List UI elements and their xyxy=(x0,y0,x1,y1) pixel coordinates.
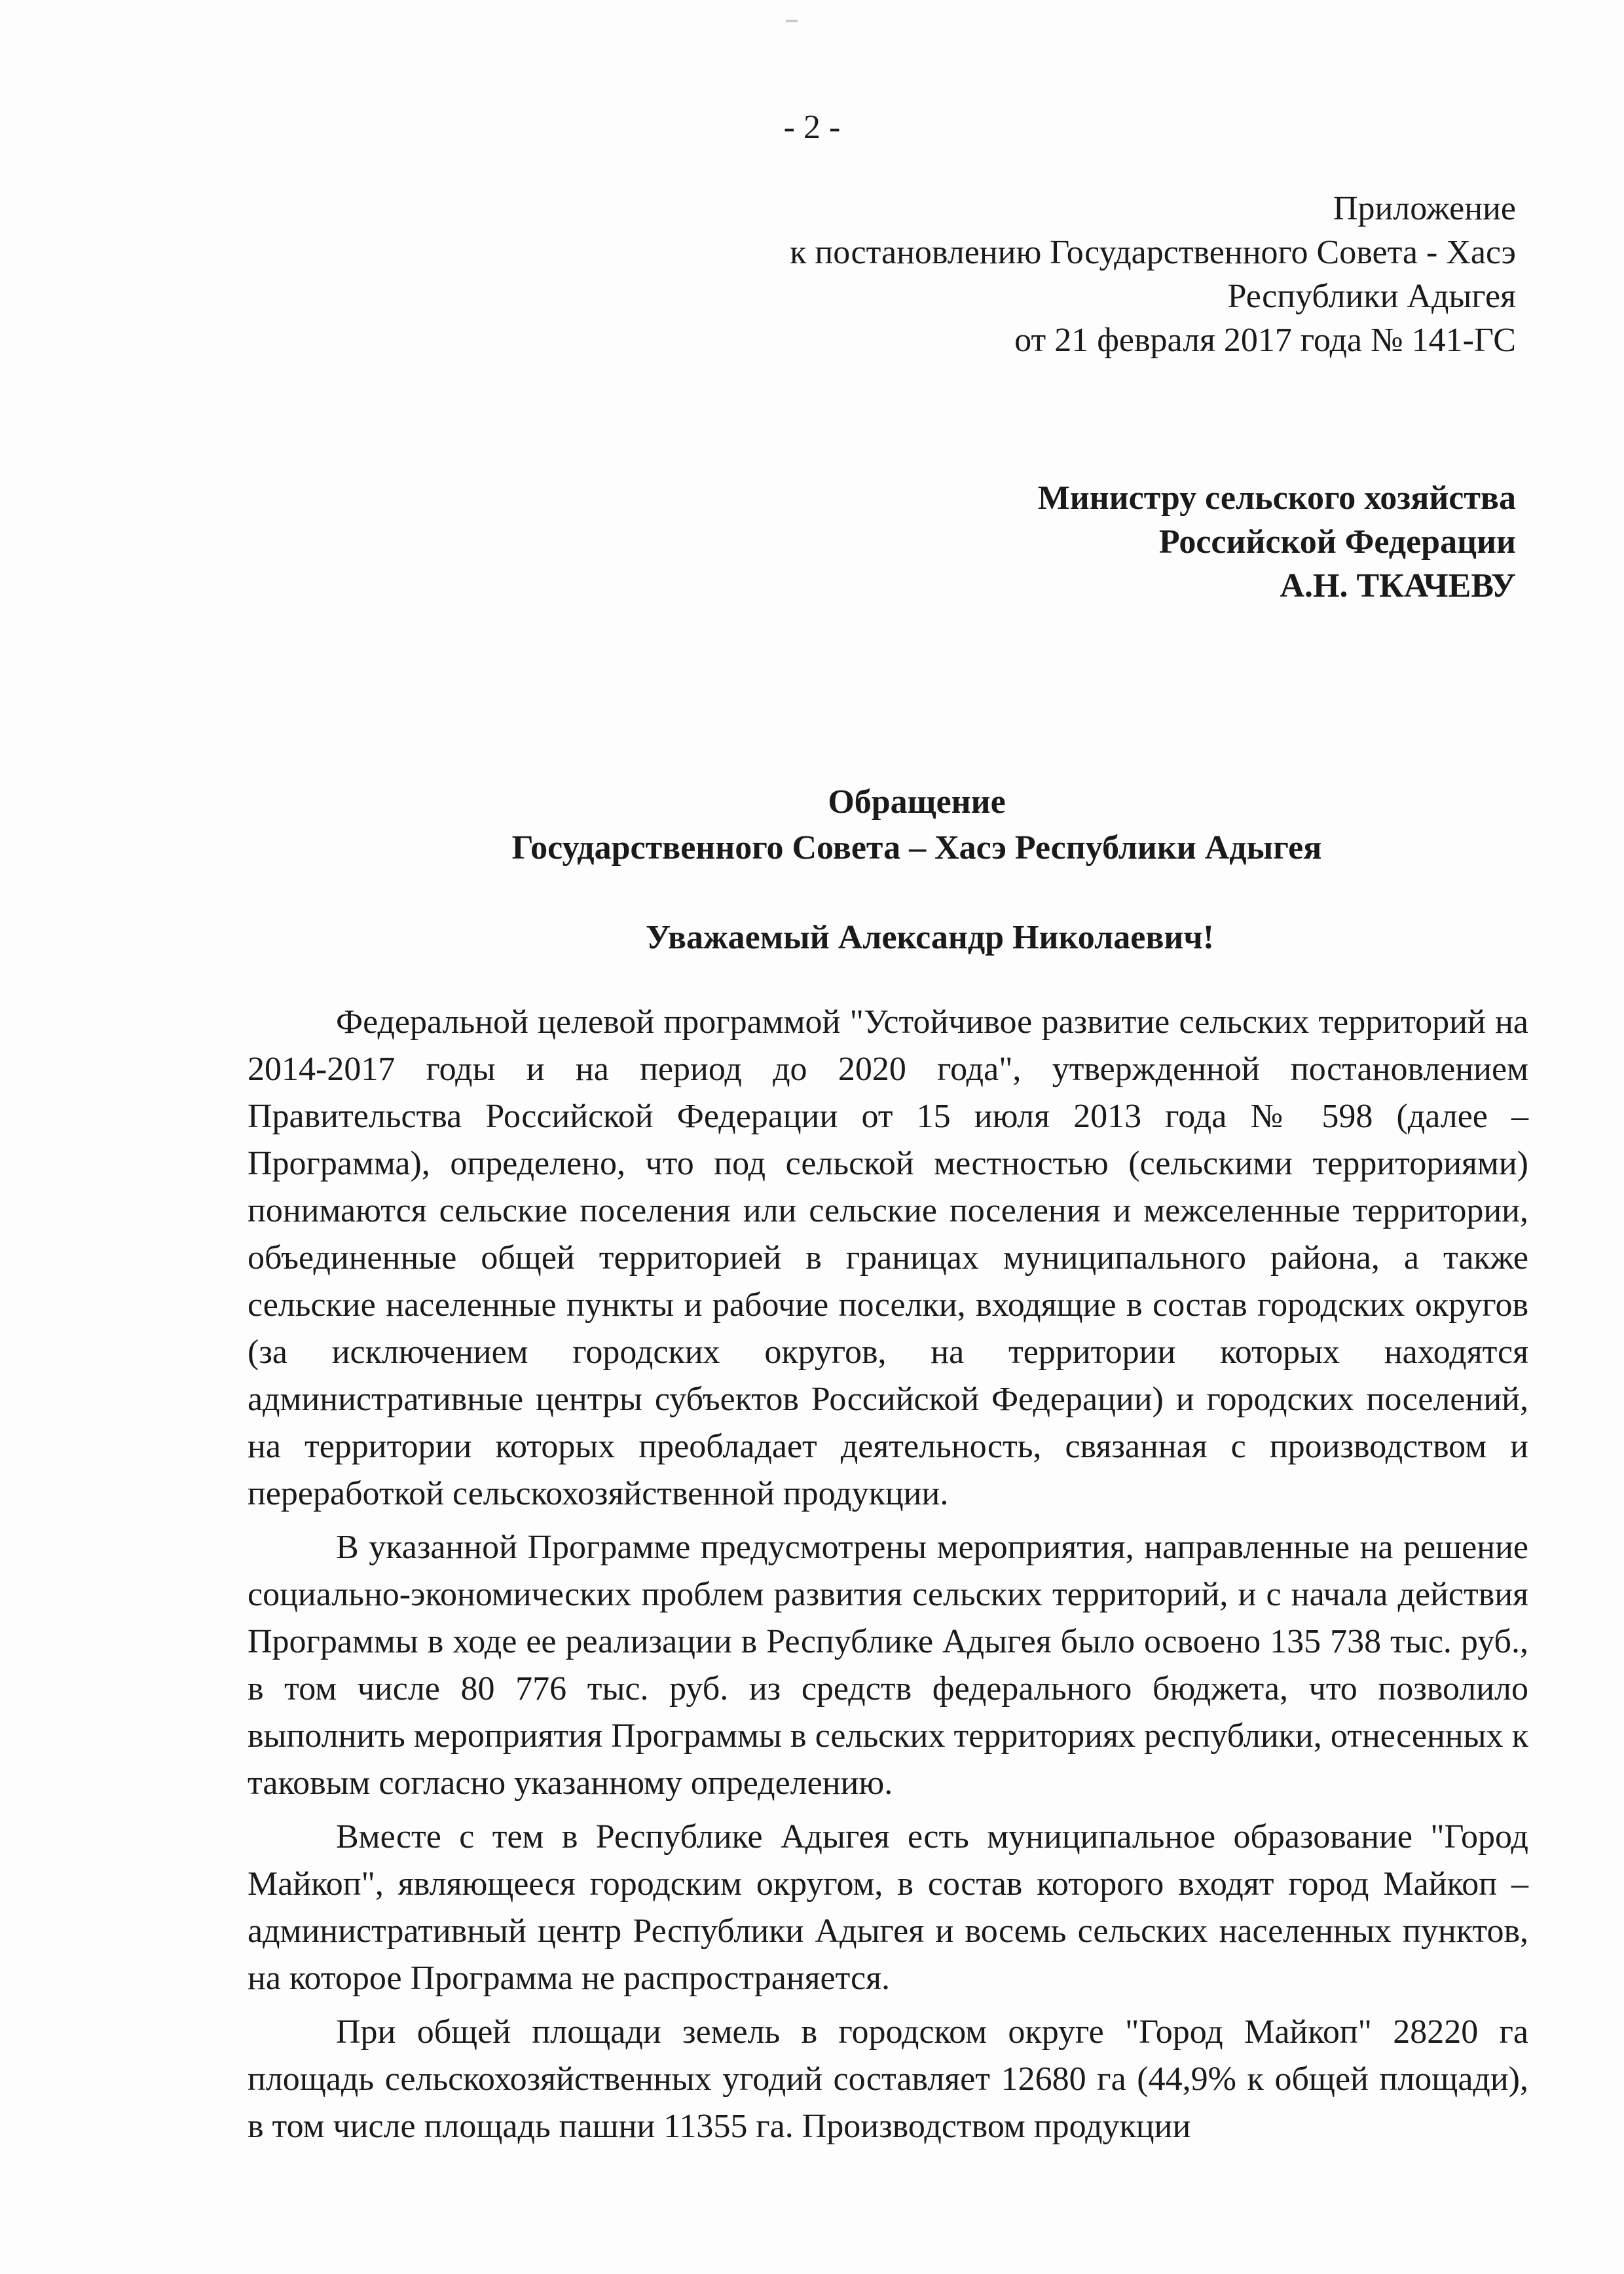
addressee-line: А.Н. ТКАЧЕВУ xyxy=(1280,567,1516,605)
body-paragraph: Вместе с тем в Республике Адыгея есть муниципальное образование "Город Майкоп", являющееся городским округом, в состав которого входят город Майкоп – административный центр Республики Адыгея и восемь сельских населенных пунктов, на которое Программа не распространяется. xyxy=(248,1818,1528,1997)
appendix-line: Республики Адыгея xyxy=(1227,278,1516,315)
body-text xyxy=(248,999,1528,2157)
title-line: Государственного Совета – Хасэ Республики Адыгея xyxy=(511,829,1322,867)
appendix-line: от 21 февраля 2017 года № 141-ГС xyxy=(1014,322,1516,359)
addressee-line: Министру сельского хозяйства xyxy=(1037,479,1516,517)
salutation: Уважаемый Александр Николаевич! xyxy=(645,919,1215,956)
appendix-block xyxy=(468,187,1516,362)
page-number: - 2 - xyxy=(783,109,841,146)
title-line: Обращение xyxy=(828,783,1006,821)
body-paragraph: В указанной Программе предусмотрены мероприятия, направленные на решение социально-экономических проблем развития сельских территорий, и с начала действия Программы в ходе ее реализации в Республике Адыгея было освоено 135 738 тыс. руб., в том числе 80 776 тыс. руб. из средств федерального бюджета, что позволило выполнить мероприятия Программы в сельских территориях республики, отнесенных к таковым согласно указанному определению. xyxy=(248,1529,1528,1802)
body-paragraph: При общей площади земель в городском округе "Город Майкоп" 28220 га площадь сельскохозяйственных угодий составляет 12680 га (44,9% к общей площади), в том числе площадь пашни 11355 га. Производством продукции xyxy=(248,2013,1528,2145)
addressee-line: Российской Федерации xyxy=(1158,523,1516,561)
appendix-line: Приложение xyxy=(1333,190,1516,227)
document-title xyxy=(0,779,1624,871)
addressee-block xyxy=(468,476,1516,608)
appendix-line: к постановлению Государственного Совета - Хасэ xyxy=(790,234,1516,271)
body-paragraph: Федеральной целевой программой "Устойчивое развитие сельских территорий на 2014-2017 годы и на период до 2020 года", утвержденной постановлением Правительства Российской Федерации от 15 июля 2013 года № 598 (далее – Программа), определено, что под сельской местностью (сельскими территориями) понимаются сельские поселения или сельские поселения и межселенные территории, объединенные общей территорией в границах муниципального района, а также сельские населенные пункты и рабочие поселки, входящие в состав городских округов (за исключением городских округов, на территории которых находятся административные центры субъектов Российской Федерации) и городских поселений, на территории которых преобладает деятельность, связанная с производством и переработкой сельскохозяйственной продукции. xyxy=(248,1003,1528,1512)
scan-artifact xyxy=(786,20,798,22)
